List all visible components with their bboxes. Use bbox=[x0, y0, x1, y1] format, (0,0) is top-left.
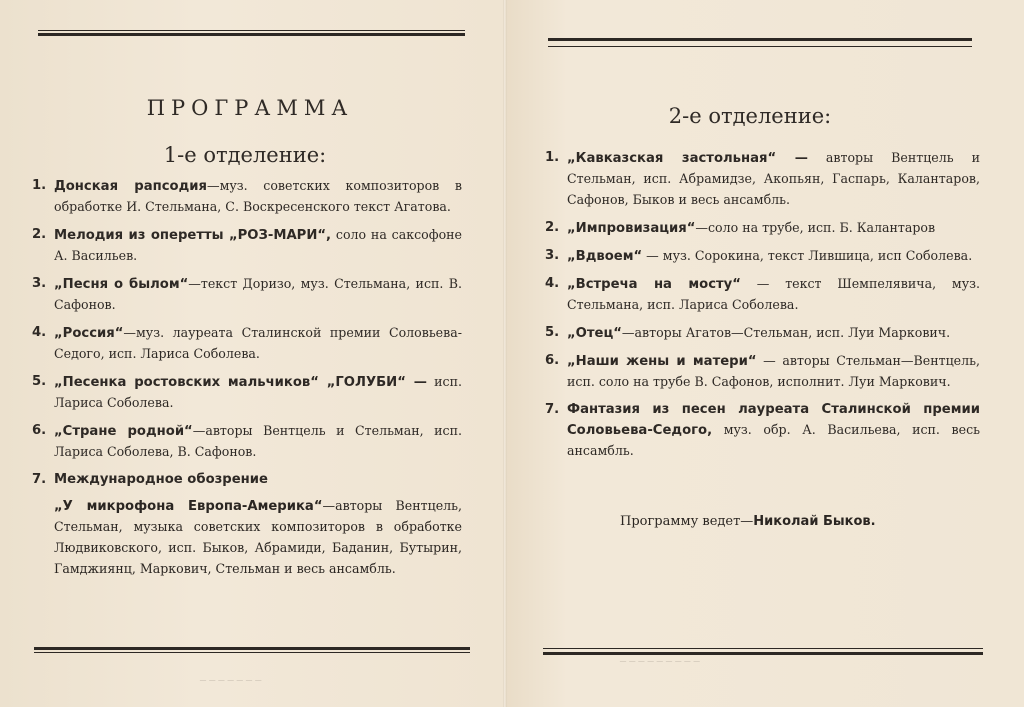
host-name: Николай Быков. bbox=[753, 514, 876, 529]
host-line bbox=[620, 514, 940, 529]
list-item bbox=[545, 246, 980, 267]
item-7-sub-block bbox=[54, 496, 462, 580]
item-number: 7. bbox=[545, 402, 560, 417]
section-2-list bbox=[545, 148, 980, 462]
item-title: „Встреча на мосту“ bbox=[567, 277, 741, 292]
item-title: „Импровизация“ bbox=[567, 221, 696, 236]
item-title: „Стране родной“ bbox=[54, 424, 193, 439]
list-item bbox=[545, 148, 980, 211]
item-number: 7. bbox=[32, 472, 47, 487]
item-number: 5. bbox=[545, 325, 560, 340]
item-title: Донская рапсодия bbox=[54, 179, 207, 194]
list-item bbox=[32, 323, 462, 365]
item-description: —авторы Агатов—Стельман, исп. Луи Маркович. bbox=[621, 325, 951, 340]
item-description: соло на саксофоне А. Васильев. bbox=[54, 227, 462, 263]
list-item bbox=[545, 400, 980, 462]
item-description: — авторы Стельман—Вентцель, исп. соло на трубе В. Сафонов, исполнит. Луи Маркович. bbox=[567, 353, 980, 389]
item-description: — текст Шемпелявича, муз. Стельмана, исп. Лариса Соболева. bbox=[567, 276, 980, 312]
item-number: 3. bbox=[545, 248, 560, 263]
item-number: 5. bbox=[32, 374, 47, 389]
item-title: Мелодия из оперетты „РОЗ-МАРИ“, bbox=[54, 228, 332, 243]
item-description: авторы Вентцель и Стельман, исп. Абрамидзе, Акопьян, Гаспарь, Калантаров, Сафонов, Быков и весь ансамбль. bbox=[567, 150, 980, 207]
section-1-list bbox=[32, 176, 462, 580]
item-number: 4. bbox=[32, 325, 47, 340]
faint-imprint-right: ─ ─ ─ ─ ─ ─ ─ ─ ─ bbox=[620, 657, 700, 668]
right-top-rule bbox=[548, 38, 972, 47]
list-item bbox=[32, 274, 462, 316]
item-number: 3. bbox=[32, 276, 47, 291]
item-title: „Отец“ bbox=[567, 326, 622, 341]
item-description: —авторы Вентцель и Стельман, исп. Лариса Соболева, В. Сафонов. bbox=[54, 423, 462, 459]
list-item bbox=[545, 218, 980, 239]
item-title: „Наши жены и матери“ bbox=[567, 354, 757, 369]
list-item bbox=[32, 372, 462, 414]
section-2-title: 2-е отделение: bbox=[668, 104, 832, 128]
sub-item-title: „У микрофона Европа-Америка“ bbox=[54, 499, 323, 514]
list-item bbox=[32, 225, 462, 267]
item-description: муз. обр. А. Васильева, исп. весь ансамбль. bbox=[567, 422, 980, 458]
item-number: 2. bbox=[32, 227, 47, 242]
list-item bbox=[32, 176, 462, 218]
item-title: Фантазия из песен лауреата Сталинской премии Соловьева-Седого, bbox=[567, 402, 980, 438]
item-description: —текст Доризо, муз. Стельмана, исп. В. Сафонов. bbox=[54, 276, 463, 312]
item-title: „Вдвоем“ bbox=[567, 249, 643, 264]
item-number: 1. bbox=[32, 178, 47, 193]
section-1-title: 1-е отделение: bbox=[163, 143, 327, 167]
item-title: „Песня о былом“ bbox=[54, 277, 189, 292]
item-number: 6. bbox=[32, 423, 47, 438]
list-item bbox=[32, 421, 462, 463]
item-number: 6. bbox=[545, 353, 560, 368]
faint-imprint-left: ─ ─ ─ ─ ─ ─ ─ bbox=[200, 676, 262, 687]
item-description: —муз. советских композиторов в обработке И. Стельмана, С. Воскресенского текст Агатова. bbox=[54, 178, 462, 214]
item-number: 1. bbox=[545, 150, 560, 165]
right-bottom-rule bbox=[543, 646, 983, 655]
left-top-rule bbox=[38, 28, 465, 36]
item-description: исп. Лариса Соболева. bbox=[54, 374, 462, 410]
item-title: Международное обозрение bbox=[54, 472, 268, 487]
left-bottom-rule bbox=[34, 647, 470, 653]
item-number: 4. bbox=[545, 276, 560, 291]
list-item bbox=[545, 323, 980, 344]
item-title: „Кавказская застольная“ — bbox=[567, 151, 808, 166]
item-title: „Россия“ bbox=[54, 326, 124, 341]
sub-item-description: —авторы Вентцель, Стельман, музыка советских композиторов в обработке Людвиковского, исп. Быков, Абрамиди, Баданин, Бутырин, Гамджиянц, Маркович, Стельман и весь ансамбль. bbox=[54, 498, 463, 576]
program-title: ПРОГРАММА bbox=[146, 96, 354, 120]
item-description: — муз. Сорокина, текст Лившица, исп Соболева. bbox=[642, 248, 973, 263]
item-title: „Песенка ростовских мальчиков“ „ГОЛУБИ“ — bbox=[54, 375, 427, 390]
list-item bbox=[545, 274, 980, 316]
host-prefix: Программу ведет— bbox=[620, 514, 754, 529]
list-item bbox=[32, 470, 462, 490]
item-description: —соло на трубе, исп. Б. Калантаров bbox=[695, 220, 936, 235]
page-fold bbox=[503, 0, 507, 707]
list-item bbox=[545, 351, 980, 393]
item-description: —муз. лауреата Сталинской премии Соловьева-Седого, исп. Лариса Соболева. bbox=[54, 325, 462, 361]
item-number: 2. bbox=[545, 220, 560, 235]
